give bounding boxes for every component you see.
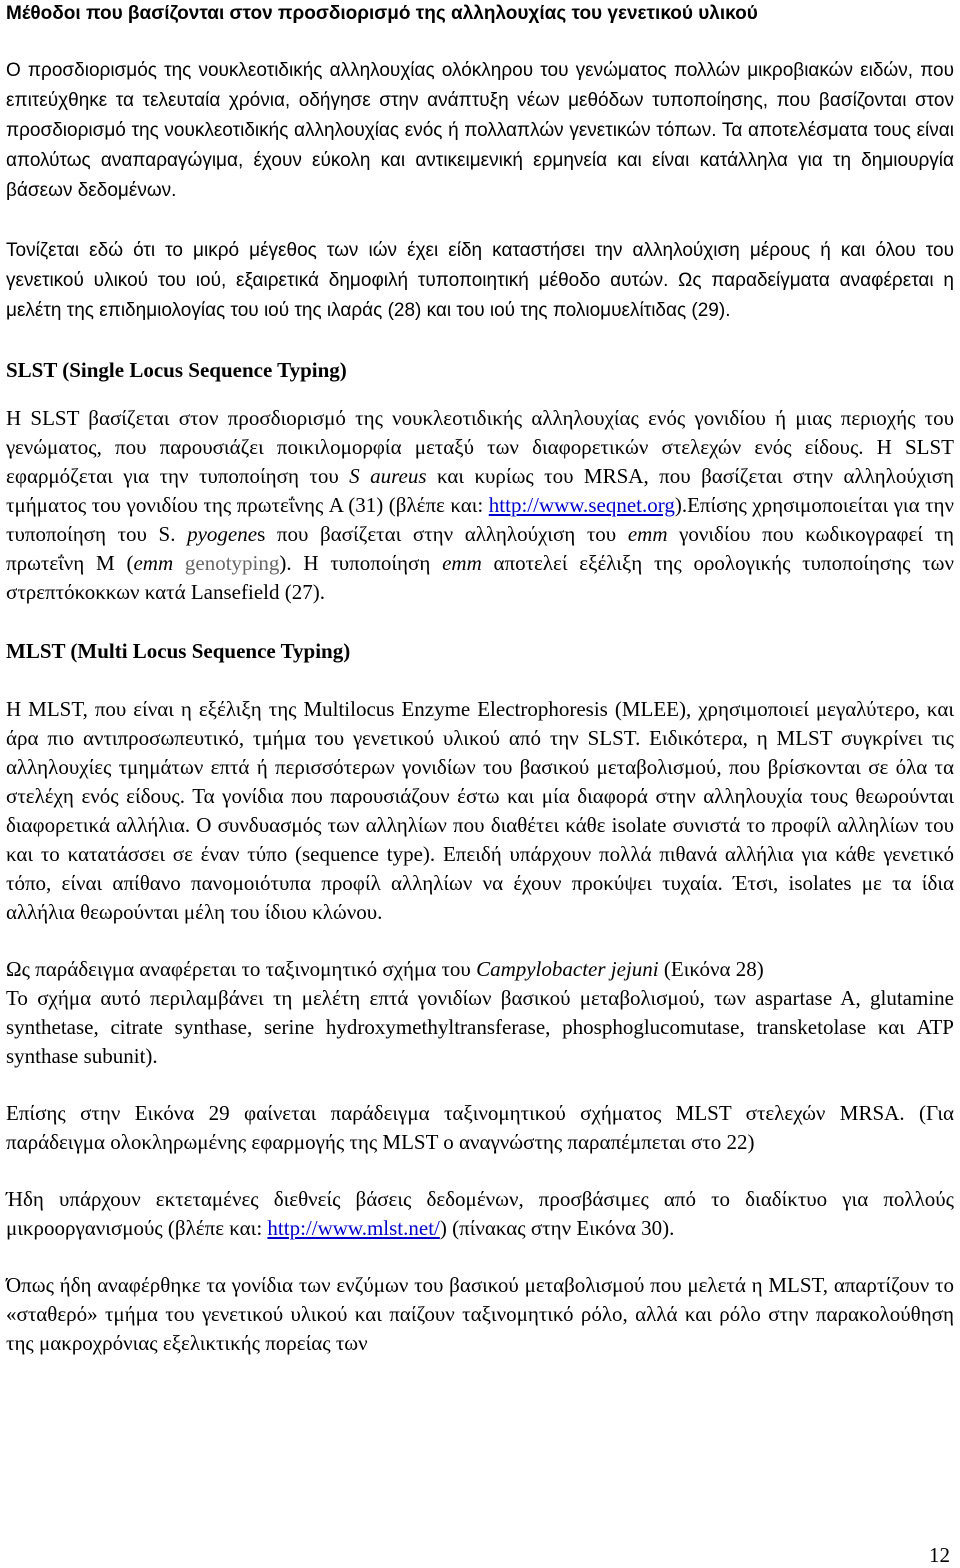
section-title: Μέθοδοι που βασίζονται στον προσδιορισμό της αλληλουχίας του γενετικού υλικού <box>6 3 758 24</box>
mlst-databases-text: Ήδη υπάρχουν εκτεταμένες διεθνείς βάσεις δεδομένων, προσβάσιμες από το διαδίκτυο για πολλούς μικροοργανισμούς (βλέπε και: <box>6 1187 954 1240</box>
slst-paragraph <box>6 404 954 607</box>
intro-paragraph-2: Τονίζεται εδώ ότι το μικρό μέγεθος των ιών έχει είδη καταστήσει την αλληλούχιση μέρους ή και όλου του γενετικού υλικού του ιού, εξαιρετικά δημοφιλή τυποποιητική μέθοδο αυτών. Ως παραδείγματα αναφέρεται η μελέτη της επιδημιολογίας του ιού της ιλαράς (28) και του ιού της πολιομυελίτιδας (29). <box>6 240 954 321</box>
mlst-paragraph-1: Η MLST, που είναι η εξέλιξη της Multilocus Enzyme Electrophoresis (MLEE), χρησιμοποιεί μεγαλύτερο, και άρα πιο αντιπροσωπευτικό, τμήμα του γενετικού υλικού από την SLST. Ειδικότερα, η MLST συγκρίνει τις αλληλουχίες τμημάτων επτά ή περισσότερων γονιδίων του βασικού μεταβολισμού, που βρίσκονται σε όλα τα στελέχη ενός είδους. Τα γονίδια που παρουσιάζουν έστω και μία διαφορά στην αλληλουχία τους θεωρούνται διαφορετικά αλλήλια. Ο συνδυασμός των αλληλίων που διαθέτει κάθε isolate συνιστά το προφίλ αλληλίων του και το κατατάσσει σε έναν τύπο (sequence type). Επειδή υπάρχουν πολλά πιθανά αλλήλια για κάθε γενετικό τόπο, είναι απίθανο πανομοιότυπα προφίλ αλληλίων να έχουν προκύψει τυχαία. Έτσι, isolates με τα ίδια αλλήλια θεωρούνται μέλη του ίδιου κλώνου. <box>6 697 954 924</box>
emm-gene-1: emm <box>627 522 668 546</box>
figure-28-ref: (Εικόνα 28) <box>658 957 764 981</box>
slst-heading: SLST (Single Locus Sequence Typing) <box>6 358 347 382</box>
slst-text-4: s που βασίζεται στην αλληλούχιση του <box>257 522 628 546</box>
seqnet-link[interactable]: http://www.seqnet.org <box>488 493 675 517</box>
species-pyogenes: pyogene <box>187 522 258 546</box>
slst-text-2: και κυρίως του MRSA, που βασίζεται στην αλληλούχιση τμήματος του γονιδίου της πρωτεΐνης A (31) (βλέπε και: <box>6 464 954 517</box>
mlst-heading: MLST (Multi Locus Sequence Typing) <box>6 639 351 663</box>
species-campylobacter: Campylobacter jejuni <box>476 957 659 981</box>
emm-genotyping-term: genotyping <box>173 551 280 575</box>
slst-text-5: γονιδίου που κωδικογραφεί τη πρωτεΐνη Μ ( <box>6 522 954 575</box>
figure-30-ref: ) (πίνακας στην Εικόνα 30). <box>439 1216 675 1240</box>
mlst-paragraph-5: Όπως ήδη αναφέρθηκε τα γονίδια των ενζύμων του βασικού μεταβολισμού που μελετά η MLST, απαρτίζουν το «σταθερό» τμήμα του γενετικού υλικού και παίζουν ταξινομητικό ρόλο, αλλά και ρόλο στην παρακολούθηση της μακροχρόνιας εξελικτικής πορείας των <box>6 1273 954 1355</box>
slst-text-8: αποτελεί εξέλιξη της ορολογικής τυποποίησης των στρεπτόκοκκων κατά Lansefield (27). <box>6 551 954 604</box>
mlst-genes-list: Το σχήμα αυτό περιλαμβάνει τη μελέτη επτά γονιδίων βασικού μεταβολισμού, των aspartase A, glutamine synthetase, citrate synthase, serine hydroxymethyltransferase, phosphoglucomutase, transketolase και ATP synthase subunit). <box>6 986 954 1068</box>
slst-text-3: ).Επίσης χρησιμοποιείται για την τυποποίηση του S. <box>6 493 954 546</box>
intro-paragraph-1: Ο προσδιορισμός της νουκλεοτιδικής αλληλουχίας ολόκληρου του γενώματος πολλών μικροβιακών ειδών, που επιτεύχθηκε τα τελευταία χρόνια, οδήγησε στην ανάπτυξη νέων μεθόδων τυποποίησης, που βασίζονται στον προσδιορισμό της νουκλεοτιδικής αλληλουχίας ενός ή πολλαπλών γενετικών τόπων. Τα αποτελέσματα τους είναι απολύτως αναπαραγώγιμα, έχουν εύκολη και αντικειμενική ερμηνεία και είναι κατάλληλα για τη δημιουργία βάσεων δεδομένων. <box>6 60 954 201</box>
mlst-paragraph-3: Επίσης στην Εικόνα 29 φαίνεται παράδειγμα ταξινομητικού σχήματος MLST στελεχών MRSA. (Για παράδειγμα ολοκληρωμένης εφαρμογής της MLST ο αναγνώστης παραπέμπεται στο 22) <box>6 1101 954 1154</box>
mlst-paragraph-4 <box>6 1185 954 1243</box>
mlst-net-link[interactable]: http://www.mlst.net/ <box>267 1216 440 1240</box>
document-page <box>6 0 954 1358</box>
species-s-aureus: S aureus <box>349 464 427 488</box>
mlst-paragraph-2 <box>6 955 954 1071</box>
page-number: 12 <box>929 1543 950 1567</box>
mlst-example-intro: Ως παράδειγμα αναφέρεται το ταξινομητικό σχήμα του <box>6 957 477 981</box>
slst-text-1: Η SLST βασίζεται στον προσδιορισμό της νουκλεοτιδικής αλληλουχίας ενός γονιδίου ή μιας περιοχής του γενώματος, που παρουσιάζει ποικιλομορφία μεταξύ των διαφορετικών στελεχών ενός είδους. Η SLST εφαρμόζεται για την τυποποίηση του <box>6 406 954 488</box>
emm-gene-2: emm <box>133 551 174 575</box>
emm-gene-3: emm <box>442 551 482 575</box>
slst-text-7: ). Η τυποποίηση <box>279 551 443 575</box>
